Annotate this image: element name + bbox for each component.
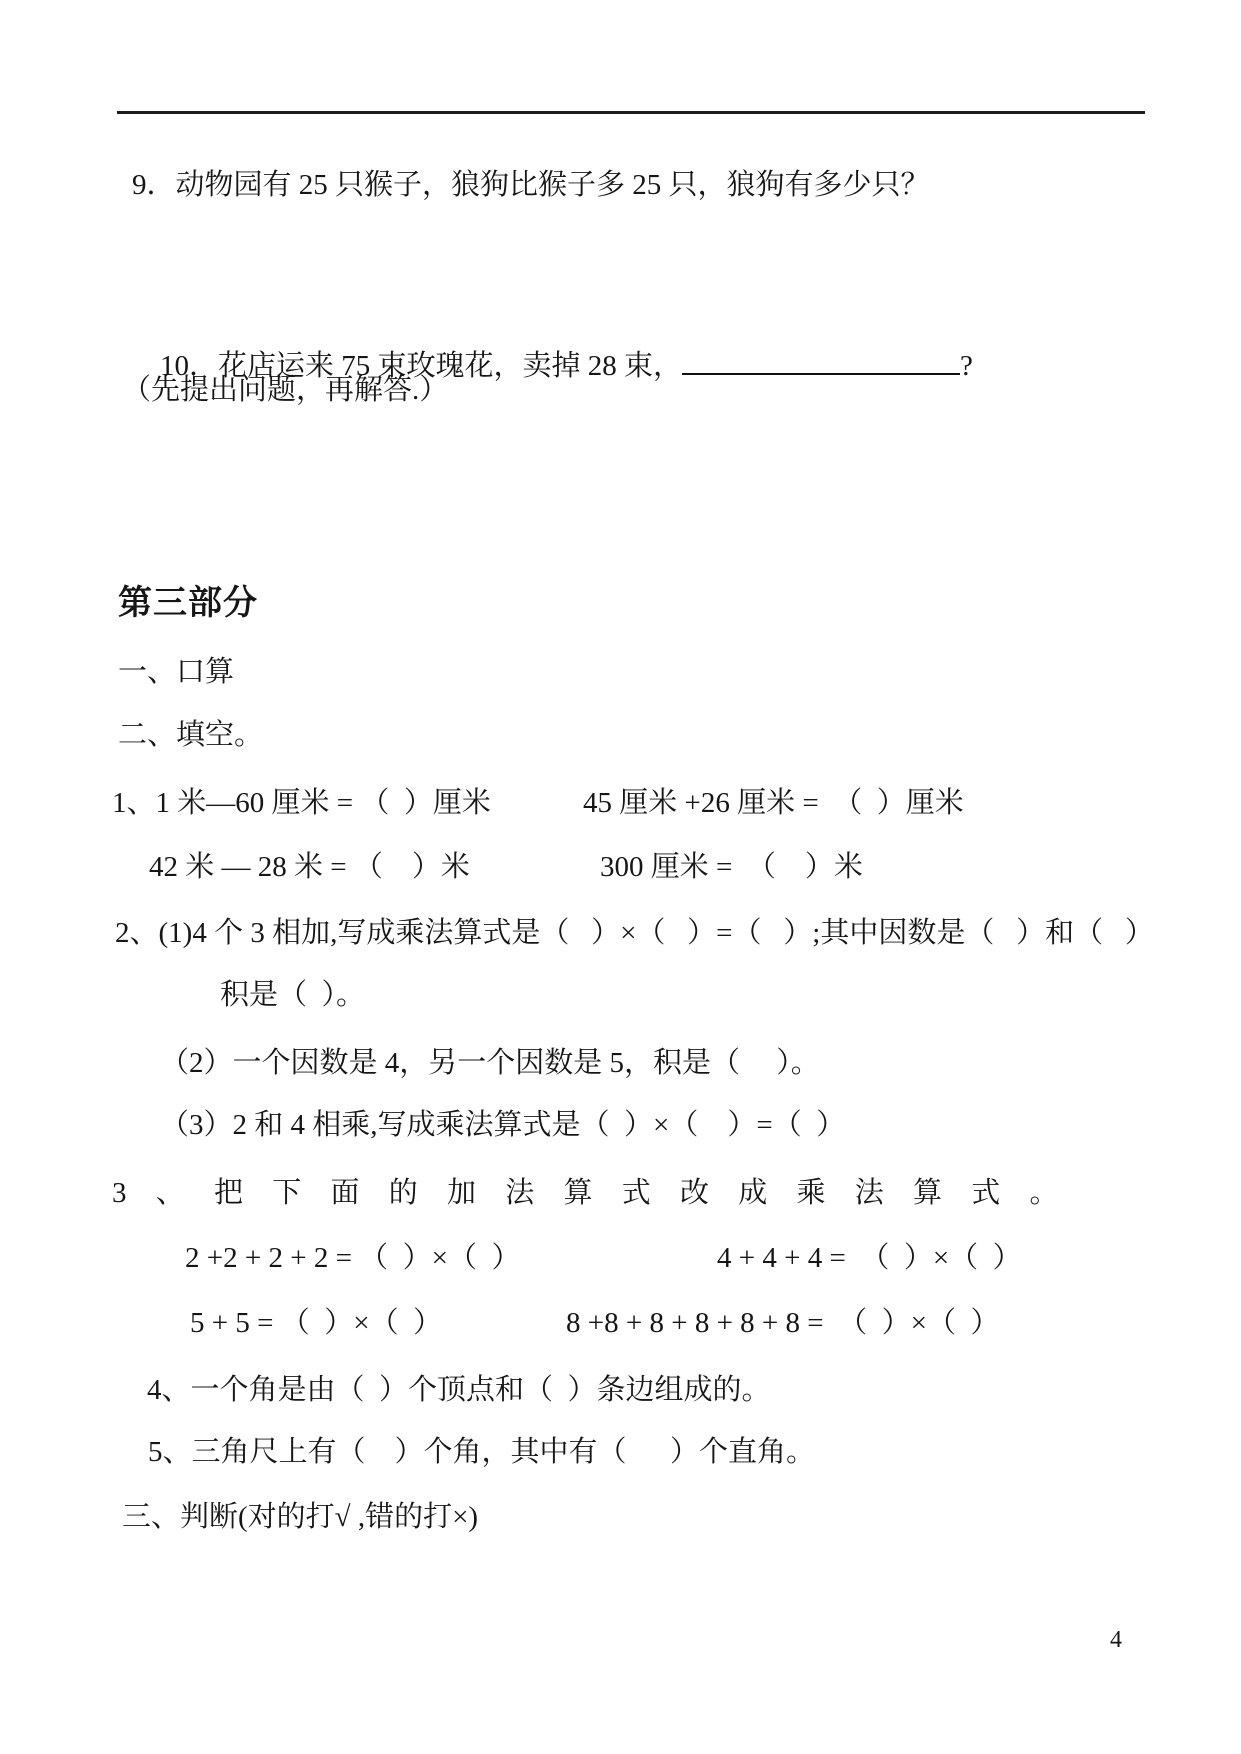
fill-q3-row2-col2: 8 +8 + 8 + 8 + 8 + 8 = （ ）×（ ） xyxy=(566,1307,1000,1339)
fill-q2-part1-cont: 积是（ ）。 xyxy=(220,979,366,1011)
fill-q3-row2-col1: 5 + 5 = （ ）×（ ） xyxy=(190,1307,443,1339)
question-9: 9．动物园有 25 只猴子，狼狗比猴子多 25 只，狼狗有多少只？ xyxy=(132,169,930,201)
fill-q5: 5、三角尺上有（ ）个角，其中有（ ）个直角。 xyxy=(148,1436,816,1468)
header-rule xyxy=(117,111,1145,114)
section-one-oral-calc: 一、口算 xyxy=(118,656,235,688)
fill-q2-part2: （2）一个因数是 4，另一个因数是 5，积是（ ）。 xyxy=(160,1047,820,1079)
fill-q1-row1-col1: 1、1 米—60 厘米 = （ ）厘米 xyxy=(112,787,491,819)
fill-q1-row2-col2: 300 厘米 = （ ）米 xyxy=(600,851,863,883)
section-three-judge: 三、判断(对的打√ ,错的打×) xyxy=(122,1501,479,1533)
question-10-mark: ? xyxy=(960,350,973,382)
fill-q3-row1-col1: 2 +2 + 2 + 2 = （ ）×（ ） xyxy=(185,1242,521,1274)
section-two-fill-blanks: 二、填空。 xyxy=(118,719,264,751)
fill-q2-part1: 2、(1)4 个 3 相加,写成乘法算式是（ ）×（ ）=（ ）;其中因数是（ ）和（ ） xyxy=(115,917,1154,949)
fill-in-blank-line xyxy=(682,373,960,375)
fill-q3-row1-col2: 4 + 4 + 4 = （ ）×（ ） xyxy=(717,1242,1022,1274)
fill-q3-title: 3 、 把 下 面 的 加 法 算 式 改 成 乘 法 算 式 。 xyxy=(112,1177,1059,1209)
fill-q4: 4、一个角是由（ ）个顶点和（ ）条边组成的。 xyxy=(147,1374,771,1406)
fill-q1-row1-col2: 45 厘米 +26 厘米 = （ ）厘米 xyxy=(583,787,964,819)
fill-q1-row2-col1: 42 米 — 28 米 = （ ）米 xyxy=(149,851,470,883)
page-number: 4 xyxy=(1110,1627,1122,1653)
part-three-title: 第三部分 xyxy=(118,585,258,622)
question-10-note: （先提出问题，再解答.） xyxy=(122,374,449,406)
question-10-text: 10．花店运来 75 束玫瑰花，卖掉 28 束， xyxy=(160,350,683,382)
fill-q2-part3: （3）2 和 4 相乘,写成乘法算式是（ ）×（ ）=（ ） xyxy=(160,1109,846,1141)
